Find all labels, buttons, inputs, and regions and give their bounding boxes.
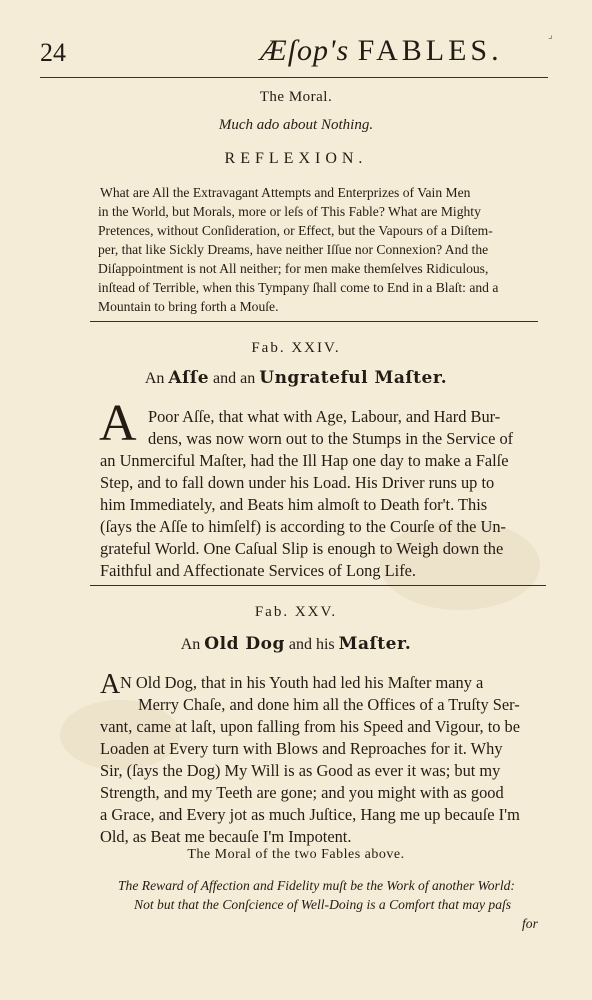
title-word: and an [213, 370, 256, 387]
title-blackletter: Maſter. [338, 634, 412, 654]
page-number: 24 [40, 38, 66, 67]
fable-25-line: Old, as Beat me becauſe I'm Impotent. [100, 827, 352, 846]
running-title [260, 34, 503, 68]
fable-24-line: Poor Aſſe, that what with Age, Labour, and Hard Bur- [148, 407, 501, 426]
fable-25-line: Sir, (ſays the Dog) My Will is as Good as ever it was; but my [100, 761, 501, 780]
section-rule [90, 585, 546, 586]
fable-25-line: a Grace, and Every jot as much Juſtice, Hang me up becauſe I'm [100, 805, 520, 824]
fable-24-heading: Fab. XXIV. [251, 340, 341, 356]
reflexion-line: inſtead of Terrible, when this Tympany ſhall come to End in a Blaſt: and a [98, 280, 499, 295]
reflexion-line: in the World, but Morals, more or leſs of This Fable? What are Mighty [98, 204, 481, 219]
running-title-fables: FABLES. [357, 34, 503, 67]
fable-24-line: (ſays the Aſſe to himſelf) is according to the Courſe of the Un- [100, 517, 507, 536]
fable-25-line: N Old Dog, that in his Youth had led his Maſter many a [120, 673, 484, 692]
title-blackletter: Old Dog [204, 634, 285, 654]
reflexion-line: per, that like Sickly Dreams, have neither Iſſue nor Connexion? And the [98, 242, 489, 257]
drop-cap: A [99, 395, 137, 452]
moral-heading: The Moral. [259, 89, 333, 105]
fable-25-heading: Fab. XXV. [254, 604, 338, 620]
reflexion-line: Mountain to bring forth a Mouſe. [98, 299, 279, 314]
header-rule [40, 77, 548, 78]
fable-24-line: Step, and to fall down under his Load. His Driver runs up to [100, 473, 495, 492]
fable-24-line: an Unmerciful Maſter, had the Ill Hap one day to make a Falſe [100, 451, 509, 470]
section-rule [90, 321, 538, 322]
fable-24-line: dens, was now worn out to the Stumps in the Service of [148, 429, 514, 448]
fable-25-line: vant, came at laſt, upon falling from his Speed and Vigour, to be [100, 717, 521, 736]
running-title-sop: ſop's [287, 34, 350, 67]
title-word: and his [288, 636, 335, 653]
reflexion-line: Diſappointment is not All neither; for men make themſelves Ridiculous, [98, 261, 489, 276]
title-word: An [144, 370, 165, 387]
moral-2-line: The Reward of Affection and Fidelity muſt be the Work of another World: [118, 878, 515, 893]
fable-24-title [0, 368, 592, 388]
running-title-ae: Æ [260, 34, 288, 67]
title-blackletter: Ungrateful Maſter. [259, 368, 448, 388]
corner-mark: ⌟ [548, 30, 553, 41]
catchword: for [522, 916, 538, 931]
fable-25-line: Strength, and my Teeth are gone; and you might with as good [100, 783, 504, 802]
fable-24-line: grateful World. One Caſual Slip is enough to Weigh down the [100, 539, 504, 558]
fable-24-line: him Immediately, and Beats him almoſt to Death for't. This [100, 495, 488, 514]
title-blackletter: Aſſe [168, 368, 210, 388]
fable-25-line: Merry Chaſe, and done him all the Offices of a Truſty Ser- [138, 695, 520, 714]
running-header [40, 34, 550, 74]
title-word: An [180, 636, 201, 653]
reflexion-line: What are All the Extravagant Attempts and Enterprizes of Vain Men [100, 185, 471, 200]
moral-text: Much ado about Nothing. [218, 117, 374, 133]
fable-25-line: Loaden at Every turn with Blows and Reproaches for it. Why [100, 739, 503, 758]
moral-2-line: Not but that the Conſcience of Well-Doing is a Comfort that may paſs [134, 897, 512, 912]
fable-24-line: Faithful and Affectionate Services of Long Life. [100, 561, 417, 580]
reflexion-line: Pretences, without Conſideration, or Effect, but the Vapours of a Diſtem- [98, 223, 493, 238]
drop-cap: A [100, 669, 121, 700]
moral-heading-2: The Moral of the two Fables above. [187, 847, 405, 862]
fable-25-title [0, 634, 592, 654]
reflexion-heading: REFLEXION. [224, 150, 368, 167]
